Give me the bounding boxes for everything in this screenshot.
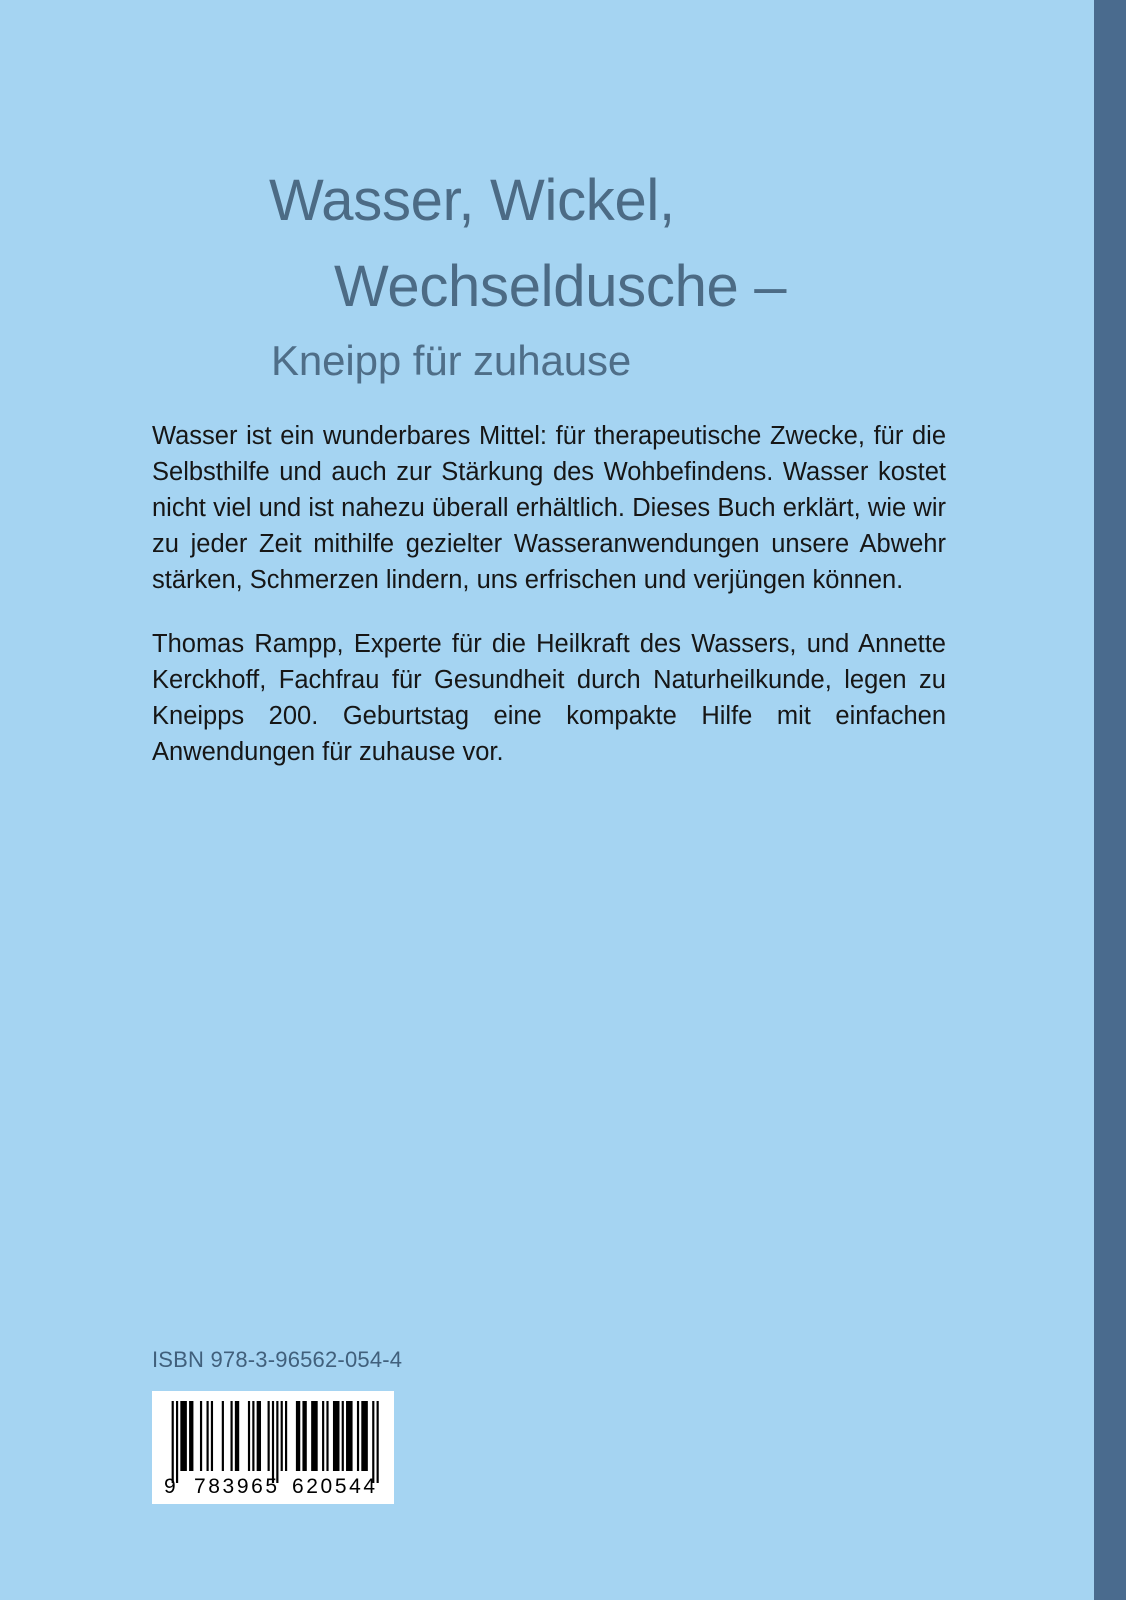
barcode-bars-icon <box>152 1401 394 1483</box>
barcode-digits <box>152 1477 394 1499</box>
barcode-lead-digit: 9 <box>164 1475 176 1498</box>
title-line-2: Wechseldusche – <box>334 254 787 319</box>
blurb-text <box>152 418 946 770</box>
barcode <box>152 1391 394 1504</box>
barcode-right-group: 620544 <box>292 1475 378 1498</box>
title-block <box>0 158 1094 392</box>
barcode-left-group: 783965 <box>194 1475 280 1498</box>
spine-strip <box>1094 0 1126 1600</box>
blurb-paragraph-1: Wasser ist ein wunderbares Mittel: für therapeutische Zwecke, für die Selbsthilfe und auch zur Stärkung des Wohbefindens. Wasser kostet nicht viel und ist nahezu überall erhältlich. Dieses Buch erklärt, wie wir zu jeder Zeit mithilfe gezielter Wasseranwendungen unsere Abwehr stärken, Schmerzen lindern, uns erfrischen und verjüngen können. <box>152 422 946 594</box>
isbn-label: ISBN 978-3-96562-054-4 <box>152 1347 403 1372</box>
title-line-1: Wasser, Wickel, <box>269 168 675 233</box>
subtitle: Kneipp für zuhause <box>271 337 632 384</box>
isbn-area <box>152 1345 572 1504</box>
blurb-paragraph-2: Thomas Rampp, Experte für die Heilkraft des Wassers, und Annette Kerckhoff, Fachfrau für Gesundheit durch Naturheilkunde, legen zu Kneipps 200. Geburtstag eine kompakte Hilfe mit einfachen Anwendungen für zuhause vor. <box>152 630 946 766</box>
